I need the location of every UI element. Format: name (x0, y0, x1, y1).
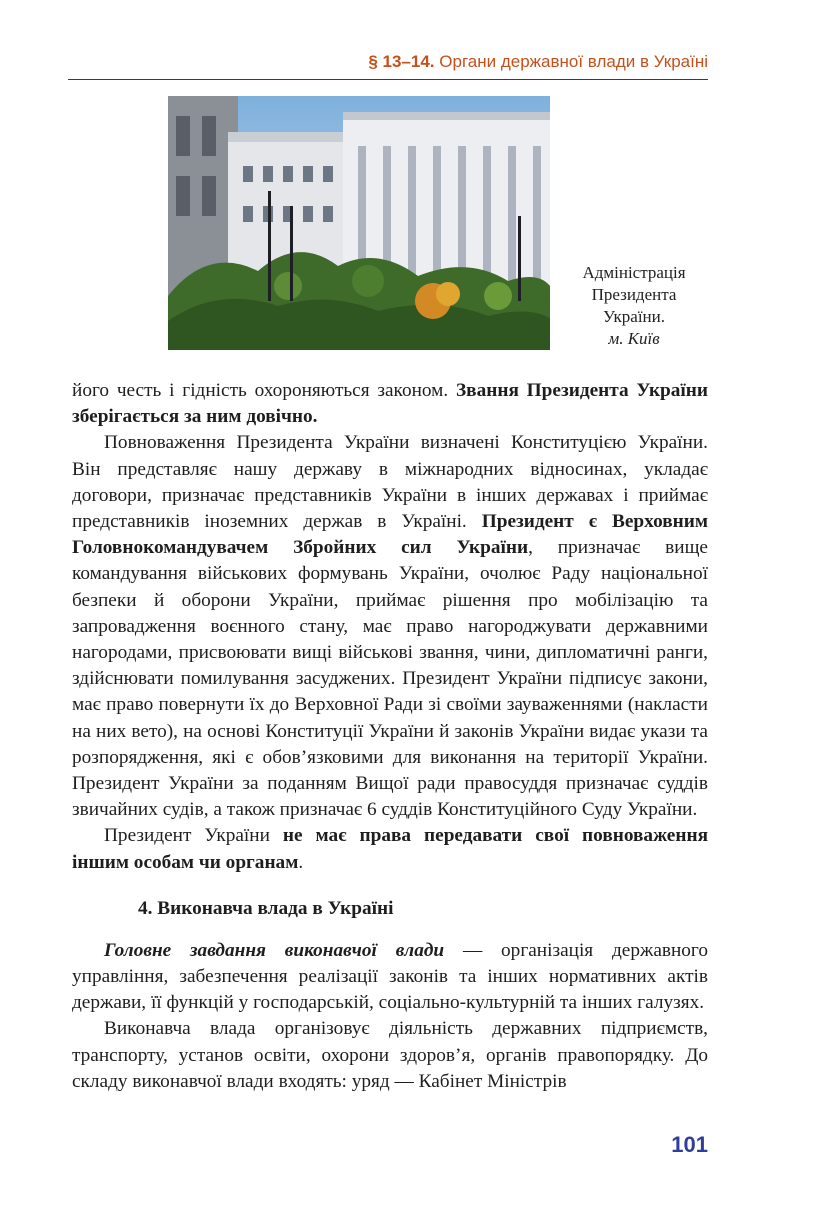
caption-line: Адміністрація (582, 263, 686, 282)
building-illustration (168, 96, 550, 350)
section-title: Органи державної влади в Україні (439, 52, 708, 71)
paragraph (72, 1016, 708, 1095)
caption-line: Президента (591, 285, 677, 304)
text-run: Виконавча влада організовує діяльність державних підприємств, транспорту, установ освіти, охорони здоров’я, органів правопорядку. До складу виконавчої влади входять: уряд — Кабінет Міністрів (72, 1018, 708, 1092)
presidential-administration-photo (168, 96, 550, 350)
running-header (68, 52, 708, 72)
section-number: § 13–14. (368, 52, 435, 71)
caption-city: м. Київ (608, 329, 660, 348)
text-run: Повноваження Президента України визначені Конституцією України. Він представляє нашу державу в міжнародних відносинах, укладає договори, призначає представників України в інших державах і приймає представників іноземних держав в Україні. (72, 432, 708, 533)
page-number: 101 (671, 1132, 708, 1157)
paragraph (72, 378, 708, 430)
bold-italic-term: Головне завдання виконавчої влади (104, 939, 445, 961)
text-run: його честь і гідність охороняються законом. (72, 380, 456, 401)
bold-text: Президент є Верховним Головнокомандувачем Збройних сил України (72, 511, 708, 559)
bold-text: Звання Президента України зберігається за ним довічно. (72, 380, 708, 428)
text-run: . (298, 851, 304, 873)
text-run: — організація державного управління, забезпечення реалізації законів та інших нормативних актів держави, її функцій у господарській, соціально-культурній та інших галузях. (72, 939, 709, 1014)
text-run: , призначає вище командування військових формувань України, очолює Раду національної безпеки й оборони України, приймає рішення про мобілізацію та запровадження воєнного стану, має право нагороджувати державними нагородами, присвоювати вищі військові звання, чини, дипломатичні ранги, здійснювати помилування засуджених. Президент України підписує закони, має право повернути їх до Верховної Ради зі своїми зауваженнями (накласти на них вето), на основі Конституції України й законів України видає укази та розпорядження, які є обов’язковими для виконання на території України. Президент України за поданням Вищої ради правосуддя призначає суддів звичайних судів, а також призначає 6 суддів Конституційного Суду України. (72, 537, 708, 821)
header-divider (68, 79, 708, 80)
section-heading: 4. Виконавча влада в Україні (138, 897, 394, 919)
photo-caption (560, 262, 708, 350)
caption-line: України. (602, 307, 665, 326)
paragraph (72, 430, 708, 823)
paragraph (72, 823, 708, 875)
text-run: Президент України (104, 825, 283, 847)
bold-text: не має права передавати свої повноваження іншим особам чи органам (72, 825, 709, 873)
main-text (72, 378, 708, 1095)
paragraph (72, 938, 708, 1017)
